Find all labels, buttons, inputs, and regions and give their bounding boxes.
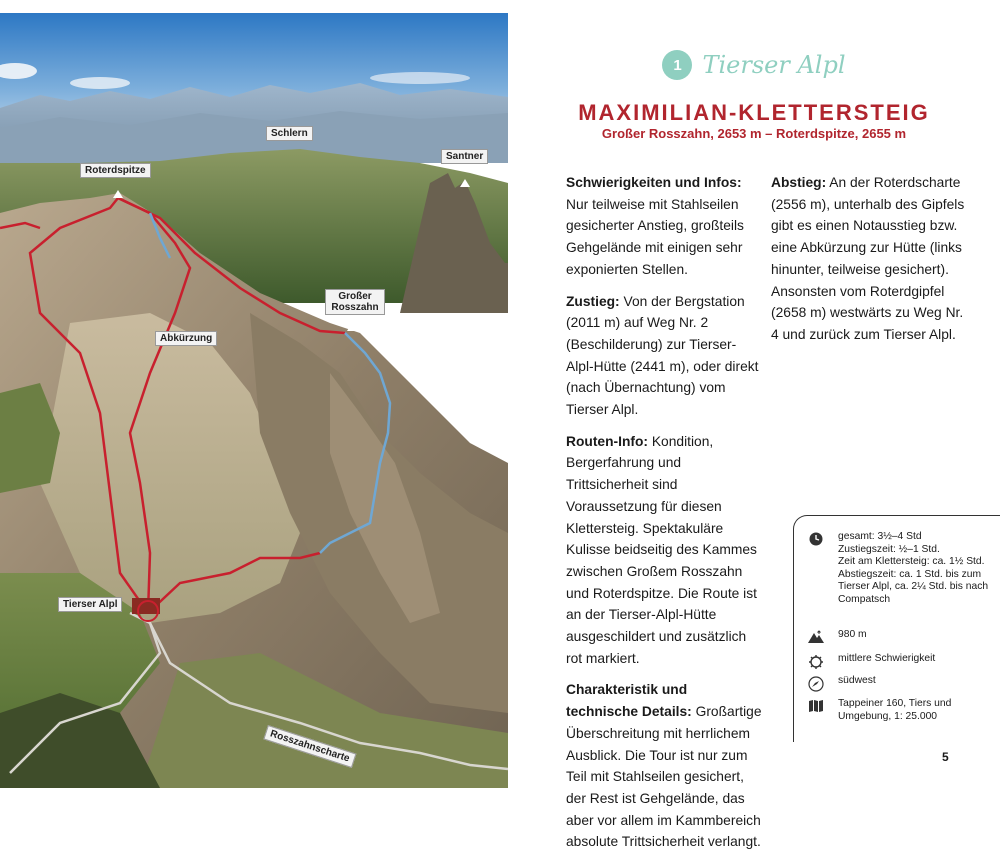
- label-roterdspitze: Roterdspitze: [80, 163, 151, 178]
- compass-icon: [794, 675, 838, 692]
- label-grosser-rosszahn: Großer Rosszahn: [325, 289, 385, 315]
- text-column-right: [771, 172, 967, 356]
- elevation-icon: [794, 629, 838, 644]
- time-klettersteig: Zeit am Klettersteig: ca. 1½ Std.: [838, 556, 985, 567]
- section-zustieg: [566, 291, 762, 421]
- info-row-time: [794, 531, 1000, 606]
- label-santner: Santner: [441, 149, 488, 164]
- info-row-elevation: [794, 629, 1000, 644]
- clock-icon: [794, 531, 838, 606]
- direction-text: südwest: [838, 675, 876, 686]
- info-row-difficulty: [794, 653, 1000, 670]
- time-approach: Zustiegszeit: ½–1 Std.: [838, 543, 940, 555]
- section-heading: Routen-Info:: [566, 433, 648, 449]
- info-row-direction: [794, 675, 1000, 692]
- map-text: Tappeiner 160, Tiers und Umgebung, 1: 25.000: [838, 698, 952, 722]
- info-row-map: [794, 698, 1000, 723]
- tour-info-box: [793, 515, 1000, 742]
- page-number: 5: [942, 750, 949, 764]
- text-column-left: [566, 172, 762, 863]
- section-text: Kondition, Bergerfahrung und Trittsicherheit sind Voraussetzung für diesen Klettersteig. Spektakuläre Kulisse beidseitig des Kammes zwischen Großem Rosszahn und Roterdspitze. Die Route ist an der Tierser-Alpl-Hütte ausgeschildert und zusätzlich rot markiert.: [566, 433, 757, 666]
- section-text: Von der Bergstation (2011 m) auf Weg Nr. 2 (Beschilderung) zur Tierser-Alpl-Hütte (2441 m), oder direkt (nach Übernachtung) vom Tierser Alpl.: [566, 293, 759, 418]
- section-heading: Schwierigkeiten und Infos:: [566, 175, 742, 190]
- mountain-illustration: [0, 13, 508, 788]
- chapter-number-badge: 1: [662, 50, 692, 80]
- difficulty-text: mittlere Schwierigkeit: [838, 653, 936, 664]
- section-text: Großartige Überschreitung mit herrlichem Ausblick. Die Tour ist nur zum Teil mit Stahlseilen gesichert, der Rest ist Gehgelände, das aber vor allem im Kammbereich absolute Trittsicherheit verlangt.: [566, 704, 762, 850]
- label-schlern: Schlern: [266, 126, 313, 141]
- map-icon: [794, 698, 838, 723]
- difficulty-icon: [794, 653, 838, 670]
- section-heading: Charakteristik und technische Details:: [566, 682, 692, 720]
- section-charakteristik: [566, 679, 762, 853]
- route-header: [508, 45, 1000, 142]
- label-tierser-alpl: Tierser Alpl: [58, 597, 122, 612]
- route-subtitle: Großer Rosszahn, 2653 m – Roterdspitze, 2655 m: [601, 126, 907, 141]
- section-text: Nur teilweise mit Stahlseilen gesicherter Anstieg, großteils Gehgelände mit einigen sehr exponierten Stellen.: [566, 196, 744, 277]
- time-descent: Abstiegszeit: ca. 1 Std. bis zum Tierser Alpl, ca. 2¼ Std. bis nach Compatsch: [838, 568, 989, 605]
- chapter-title: Tierser Alpl: [702, 51, 846, 79]
- section-abstieg: [771, 172, 967, 346]
- section-schwierigkeiten: [566, 172, 762, 281]
- section-text: An der Roterdscharte (2556 m), unterhalb des Gipfels gibt es einen Notausstieg bzw. eine Abkürzung zur Hütte (links hinunter, teilweise gesichert). Ansonsten vom Roterdgipfel (2658 m) westwärts zu Weg Nr. 4 und zurück zum Tierser Alpl.: [771, 175, 965, 342]
- label-abkuerzung: Abkürzung: [155, 331, 217, 346]
- aerial-photo: [0, 13, 508, 788]
- elevation-text: 980 m: [838, 629, 867, 640]
- section-heading: Zustieg:: [566, 293, 620, 309]
- label-rosszahnscharte: Rosszahnscharte: [263, 725, 356, 768]
- section-heading: Abstieg:: [771, 175, 827, 190]
- chapter-heading: [508, 45, 1000, 85]
- section-routeninfo: [566, 431, 762, 670]
- route-title: MAXIMILIAN-KLETTERSTEIG: [578, 100, 930, 125]
- time-total: gesamt: 3½–4 Std: [838, 531, 922, 542]
